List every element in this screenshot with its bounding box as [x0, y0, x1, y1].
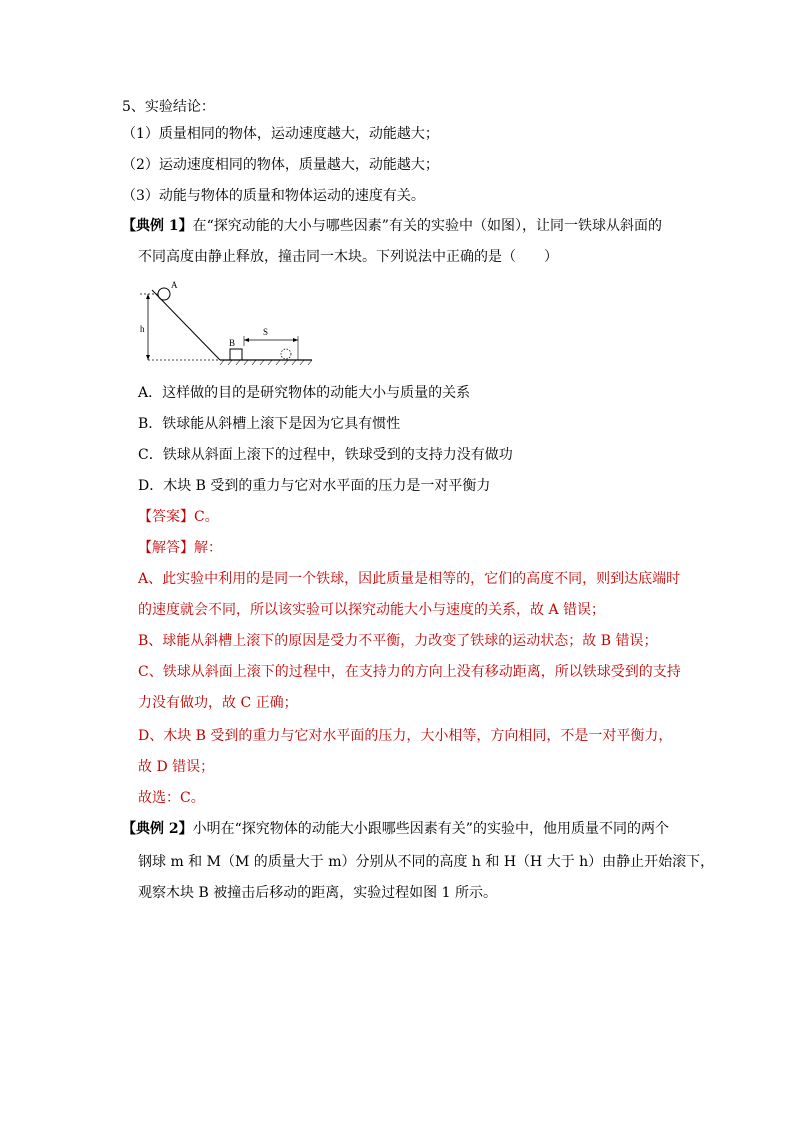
conclusion-item: （1）质量相同的物体，运动速度越大，动能越大；	[122, 126, 439, 142]
section-title: 5、实验结论：	[122, 99, 215, 115]
example1-stem-line2: 不同高度由静止释放，撞击同一木块。下列说法中正确的是（ ）	[138, 249, 558, 265]
option-b: B．铁球能从斜槽上滚下是因为它具有惯性	[138, 416, 401, 432]
analysis-line: A、此实验中利用的是同一个铁球，因此质量是相等的，它们的高度不同，则到达底端时	[138, 571, 681, 587]
example1-tag: 【典例 1】	[122, 218, 193, 234]
conclusion-item: （3）动能与物体的质量和物体运动的速度有关。	[122, 188, 425, 204]
incline-slope	[152, 290, 220, 360]
option-a: A．这样做的目的是研究物体的动能大小与质量的关系	[138, 385, 471, 401]
ball-final-dashed	[281, 349, 291, 359]
analysis-line: 力没有做功，故 C 正确；	[138, 695, 298, 711]
example2-stem-line1: 小明在“探究物体的动能大小跟哪些因素有关”的实验中，他用质量不同的两个	[192, 821, 669, 837]
distance-arrow-head-left	[244, 338, 249, 342]
conclusion-item: （2）运动速度相同的物体，质量越大，动能越大；	[122, 157, 439, 173]
option-d: D．木块 B 受到的重力与它对水平面的压力是一对平衡力	[138, 478, 491, 494]
example2-stem-line3: 观察木块 B 被撞击后移动的距离，实验过程如图 1 所示。	[138, 885, 497, 901]
analysis-line: 故选：C。	[138, 790, 205, 806]
label-b: B	[229, 338, 236, 348]
analysis-line: 的速度就会不同，所以该实验可以探究动能大小与速度的关系，故 A 错误；	[138, 602, 606, 618]
analysis-line: D、木块 B 受到的重力与它对水平面的压力，大小相等，方向相同，不是一对平衡力，	[138, 728, 673, 744]
label-s: S	[263, 327, 269, 337]
analysis-line: B、球能从斜槽上滚下的原因是受力不平衡，力改变了铁球的运动状态；故 B 错误；	[138, 633, 658, 649]
label-h: h	[140, 324, 145, 334]
example1-stem	[122, 216, 662, 236]
analysis-line: C、铁球从斜面上滚下的过程中，在支持力的方向上没有移动距离，所以铁球受到的支持	[138, 664, 681, 680]
example2-tag: 【典例 2】	[122, 821, 193, 837]
incline-diagram	[138, 280, 318, 370]
height-arrow-head-bottom	[146, 355, 150, 360]
answer: 【答案】C。	[138, 509, 219, 525]
height-arrow-head-top	[146, 294, 150, 299]
ground-hatching	[220, 360, 312, 365]
example2-stem-line2: 钢球 m 和 M（M 的质量大于 m）分别从不同的高度 h 和 H（H 大于 h）由静止开始滚下，	[138, 854, 715, 870]
example2-stem	[122, 819, 669, 839]
distance-arrow-head-right	[293, 338, 298, 342]
label-a: A	[171, 280, 178, 290]
block-b	[230, 349, 242, 360]
option-c: C．铁球从斜面上滚下的过程中，铁球受到的支持力没有做功	[138, 447, 513, 463]
analysis-line: 故 D 错误；	[138, 759, 215, 775]
analysis-label: 【解答】解：	[138, 540, 222, 556]
ball-a	[158, 288, 170, 300]
example1-stem-line1: 在“探究动能的大小与哪些因素”有关的实验中（如图），让同一铁球从斜面的	[192, 218, 662, 234]
